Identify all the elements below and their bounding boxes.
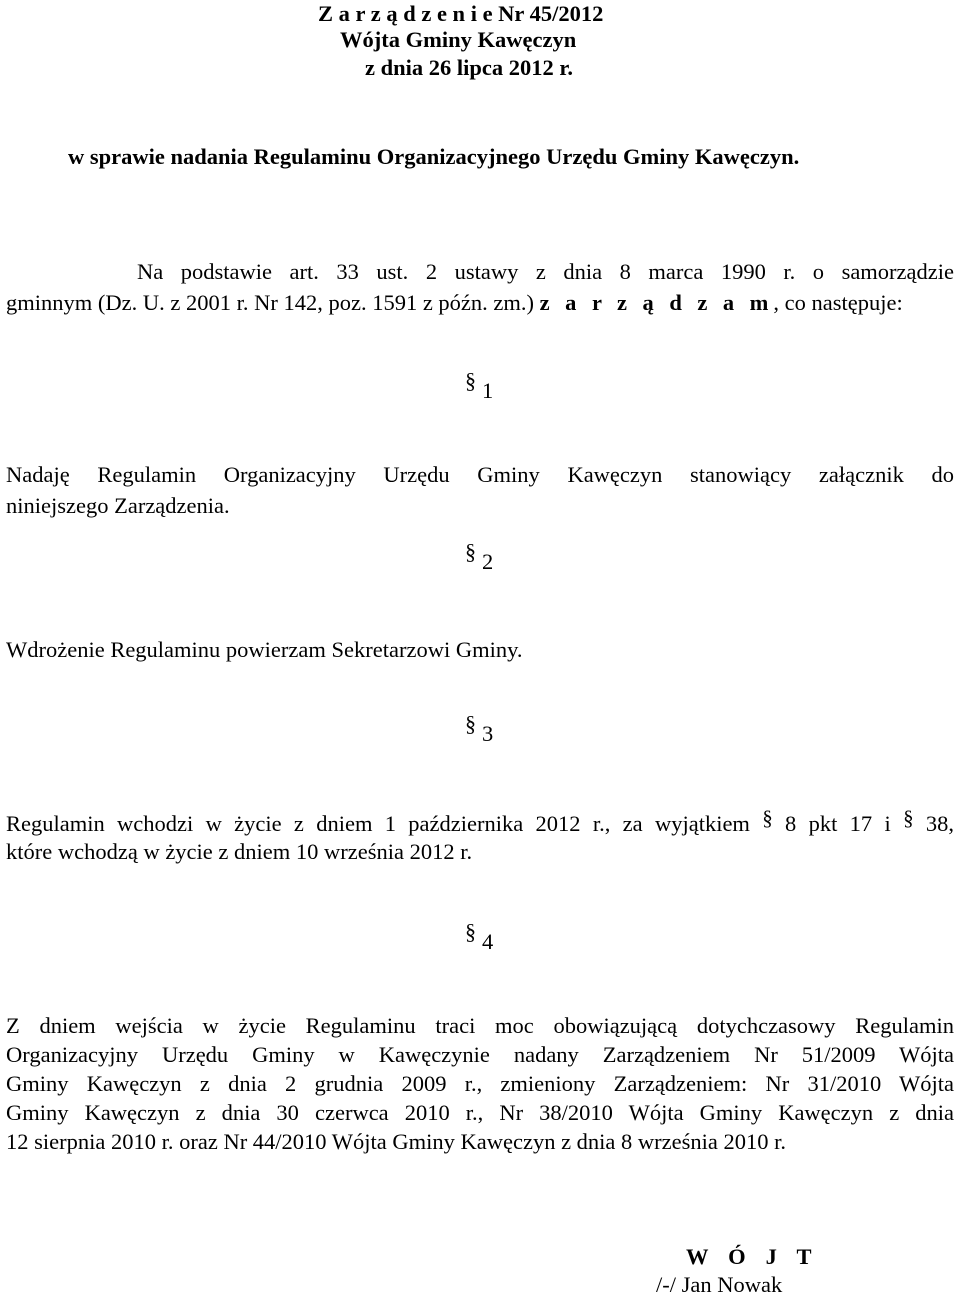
section-3-text-b: 8 pkt 17 i bbox=[772, 811, 904, 836]
section-number: 1 bbox=[482, 378, 494, 403]
decree-word: z a r z ą d z a m bbox=[539, 290, 774, 315]
section-number: 3 bbox=[482, 721, 494, 746]
section-3-heading bbox=[465, 711, 494, 748]
section-1-line-1: Nadaję Regulamin Organizacyjny Urzędu Gminy Kawęczyn stanowiący załącznik do bbox=[6, 462, 954, 487]
signature-title: W Ó J T bbox=[686, 1244, 819, 1269]
document-title: Z a r z ą d z e n i e Nr 45/2012 bbox=[318, 1, 604, 26]
section-mark-icon: § bbox=[465, 368, 476, 393]
section-3-line-2: które wchodzą w życie z dniem 10 września 2012 r. bbox=[6, 839, 473, 864]
section-4-line-3: Gminy Kawęczyn z dnia 2 grudnia 2009 r., zmieniony Zarządzeniem: Nr 31/2010 Wójta bbox=[6, 1071, 954, 1096]
signature-name: /-/ Jan Nowak bbox=[656, 1272, 783, 1297]
section-2-line-1: Wdrożenie Regulaminu powierzam Sekretarzowi Gminy. bbox=[6, 637, 523, 662]
issue-date: z dnia 26 lipca 2012 r. bbox=[365, 55, 573, 80]
preamble-end: , co następuje: bbox=[773, 290, 903, 315]
section-number: 4 bbox=[482, 929, 494, 954]
section-mark-icon: § bbox=[465, 919, 476, 944]
section-4-line-2: Organizacyjny Urzędu Gminy w Kawęczynie nadany Zarządzeniem Nr 51/2009 Wójta bbox=[6, 1042, 954, 1067]
subject: w sprawie nadania Regulaminu Organizacyjnego Urzędu Gminy Kawęczyn. bbox=[68, 144, 800, 169]
section-4-heading bbox=[465, 919, 494, 956]
preamble-text: gminnym (Dz. U. z 2001 r. Nr 142, poz. 1591 z późn. zm.) bbox=[6, 290, 540, 315]
section-1-heading bbox=[465, 368, 494, 405]
section-number: 2 bbox=[482, 549, 494, 574]
issuer: Wójta Gminy Kawęczyn bbox=[340, 27, 577, 52]
section-3-line-1 bbox=[6, 806, 954, 838]
section-mark-icon: § bbox=[465, 711, 476, 736]
section-2-heading bbox=[465, 539, 494, 576]
section-3-text-a: Regulamin wchodzi w życie z dniem 1 października 2012 r., za wyjątkiem bbox=[6, 811, 763, 836]
preamble-line-2 bbox=[6, 289, 903, 317]
section-4-line-1: Z dniem wejścia w życie Regulaminu traci moc obowiązującą dotychczasowy Regulamin bbox=[6, 1013, 954, 1038]
section-1-line-2: niniejszego Zarządzenia. bbox=[6, 493, 230, 518]
section-mark-icon: § bbox=[465, 539, 476, 564]
section-mark-icon: § bbox=[903, 806, 914, 830]
section-4-line-5: 12 sierpnia 2010 r. oraz Nr 44/2010 Wójta Gminy Kawęczyn z dnia 8 września 2010 r. bbox=[6, 1129, 787, 1154]
section-4-line-4: Gminy Kawęczyn z dnia 30 czerwca 2010 r., Nr 38/2010 Wójta Gminy Kawęczyn z dnia bbox=[6, 1100, 954, 1125]
preamble-line-1: Na podstawie art. 33 ust. 2 ustawy z dnia 8 marca 1990 r. o samorządzie bbox=[137, 259, 954, 284]
section-3-text-c: 38, bbox=[913, 811, 954, 836]
section-mark-icon: § bbox=[762, 806, 773, 830]
